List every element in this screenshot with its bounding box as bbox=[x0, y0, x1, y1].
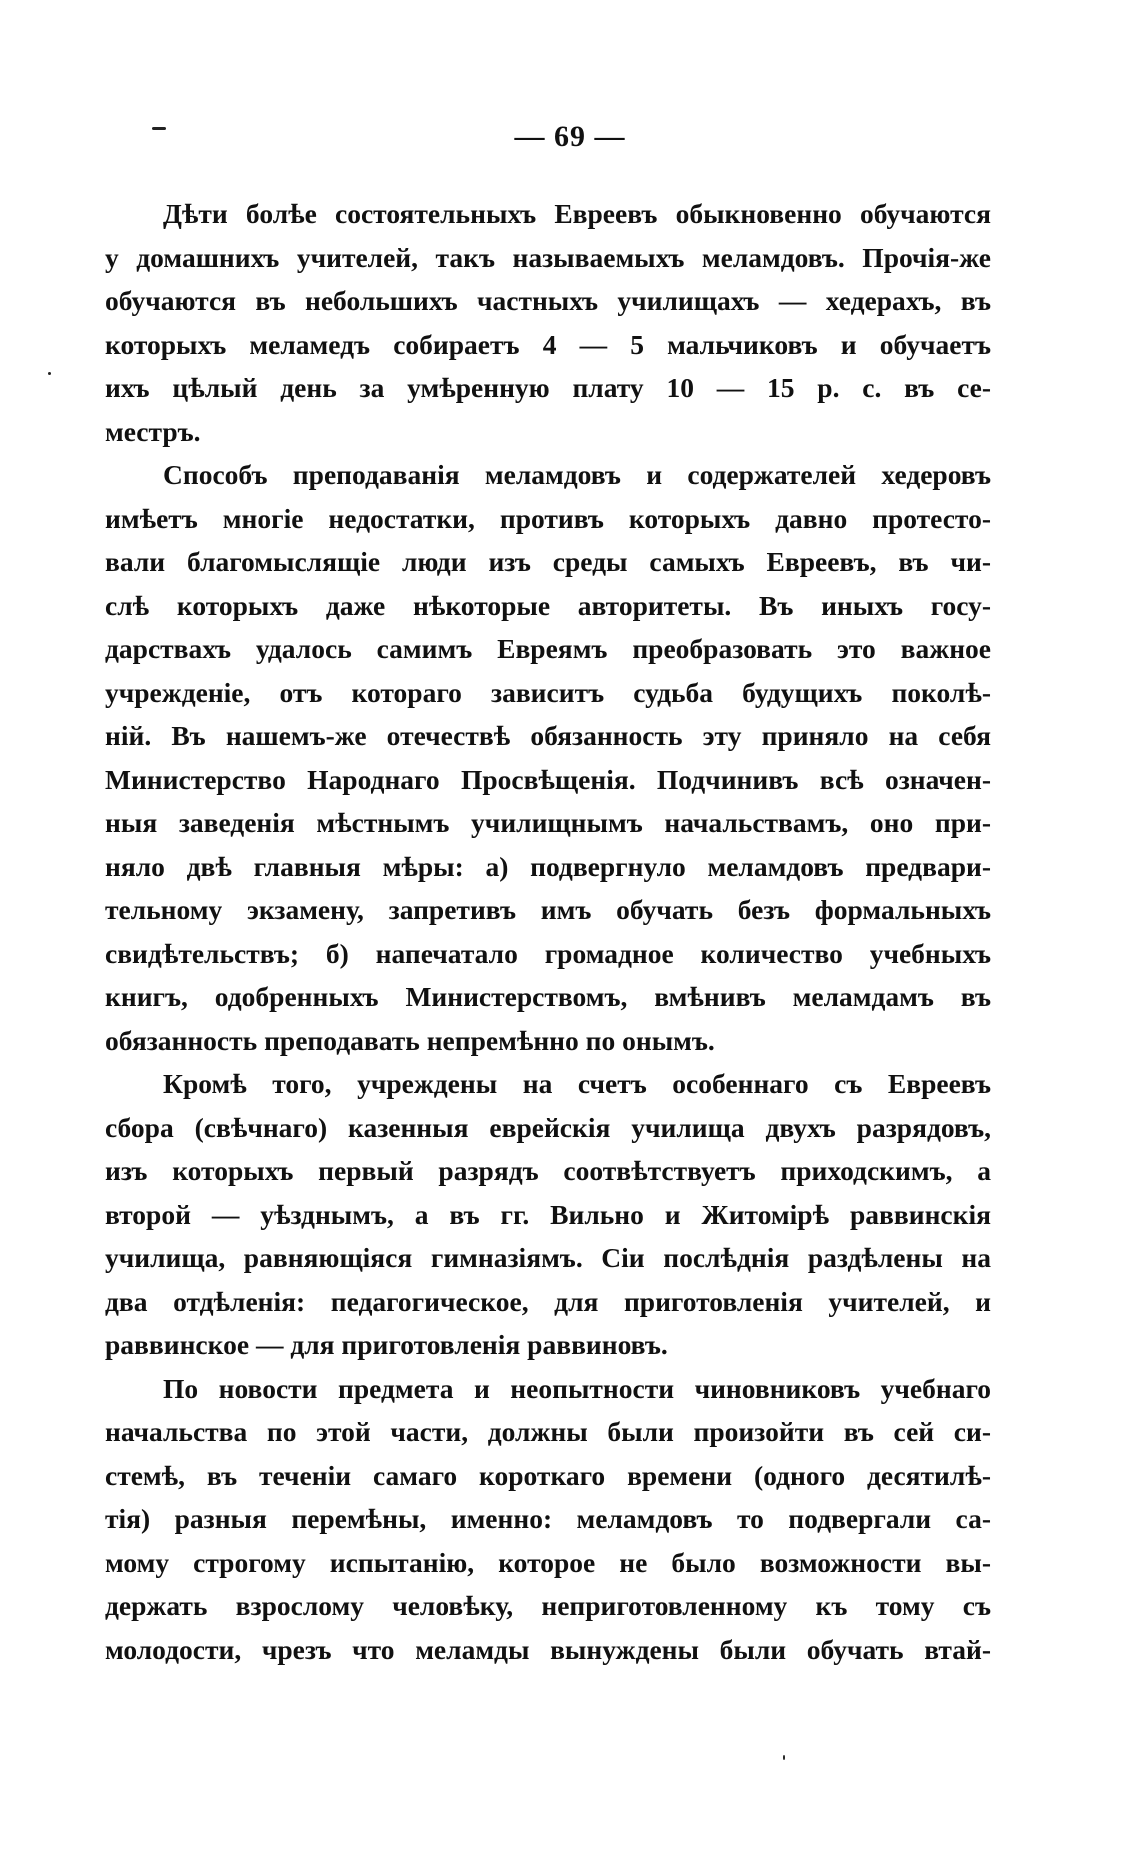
text-line: изъ которыхъ первый разрядъ соотвѣтствуетъ приходскимъ, а bbox=[105, 1155, 991, 1186]
text-line: няло двѣ главныя мѣры: а) подвергнуло меламдовъ предвари- bbox=[105, 850, 991, 882]
text-line: тія) разныя перемѣны, именно: меламдовъ то подвергали са- bbox=[105, 1503, 991, 1534]
scan-speck bbox=[152, 127, 166, 130]
paragraph bbox=[105, 1062, 991, 1367]
paragraph bbox=[105, 453, 991, 1062]
text-line: учрежденіе, отъ котораго зависитъ судьба будущихъ поколѣ- bbox=[105, 676, 991, 708]
text-line: которыхъ меламедъ собираетъ 4 — 5 мальчиковъ и обучаетъ bbox=[105, 328, 991, 360]
paragraph bbox=[105, 192, 991, 453]
text-line: По новости предмета и неопытности чиновниковъ учебнаго bbox=[163, 1372, 991, 1404]
text-line: свидѣтельствъ; б) напечатало громадное количество учебныхъ bbox=[105, 937, 991, 969]
text-line: обязанность преподавать непремѣнно по онымъ. bbox=[105, 1024, 715, 1056]
text-line: местръ. bbox=[105, 415, 201, 447]
text-line: Дѣти болѣе состоятельныхъ Евреевъ обыкновенно обучаются bbox=[163, 198, 991, 229]
text-line: ихъ цѣлый день за умѣренную плату 10 — 15 р. с. въ се- bbox=[105, 372, 991, 403]
text-line: раввинское — для приготовленія раввиновъ. bbox=[105, 1329, 668, 1360]
text-line: молодости, чрезъ что меламды вынуждены были обучать втай- bbox=[105, 1633, 991, 1665]
text-line: Кромѣ того, учреждены на счетъ особеннаго съ Евреевъ bbox=[163, 1068, 991, 1099]
text-line: обучаются въ небольшихъ частныхъ училищахъ — хедерахъ, въ bbox=[105, 285, 991, 316]
text-line: держать взрослому человѣку, неприготовленному къ тому съ bbox=[105, 1590, 991, 1621]
text-line: вали благомыслящіе люди изъ среды самыхъ Евреевъ, въ чи- bbox=[105, 546, 991, 577]
text-line: училища, равняющіяся гимназіямъ. Сіи послѣднія раздѣлены на bbox=[105, 1242, 991, 1273]
text-line: мому строгому испытанію, которое не было возможности вы- bbox=[105, 1546, 991, 1578]
text-line: книгъ, одобренныхъ Министерствомъ, вмѣнивъ меламдамъ въ bbox=[105, 981, 991, 1012]
text-line: у домашнихъ учителей, такъ называемыхъ меламдовъ. Прочія-же bbox=[105, 241, 991, 273]
body-text bbox=[105, 192, 991, 1671]
paragraph bbox=[105, 1367, 991, 1672]
text-line: слѣ которыхъ даже нѣкоторые авторитеты. Въ иныхъ госу- bbox=[105, 589, 991, 621]
text-line: второй — уѣзднымъ, а въ гг. Вильно и Житомірѣ раввинскія bbox=[105, 1198, 991, 1230]
text-line: Способъ преподаванія меламдовъ и содержателей хедеровъ bbox=[163, 459, 991, 490]
text-line: дарствахъ удалось самимъ Евреямъ преобразовать это важное bbox=[105, 633, 991, 664]
text-line: ныя заведенія мѣстнымъ училищнымъ начальствамъ, оно при- bbox=[105, 807, 991, 838]
text-line: тельному экзамену, запретивъ имъ обучать безъ формальныхъ bbox=[105, 894, 991, 925]
text-line: два отдѣленія: педагогическое, для приготовленія учителей, и bbox=[105, 1285, 991, 1317]
text-line: имѣетъ многіе недостатки, противъ которыхъ давно протесто- bbox=[105, 502, 991, 534]
text-line: сбора (свѣчнаго) казенныя еврейскія училища двухъ разрядовъ, bbox=[105, 1111, 991, 1143]
text-line: стемѣ, въ теченіи самаго короткаго времени (одного десятилѣ- bbox=[105, 1459, 991, 1491]
page-number: — 69 — bbox=[514, 120, 626, 153]
text-line: ній. Въ нашемъ-же отечествѣ обязанность эту приняло на себя bbox=[105, 720, 991, 751]
scan-speck bbox=[48, 372, 51, 375]
text-line: начальства по этой части, должны были произойти въ сей си- bbox=[105, 1416, 991, 1447]
text-line: Министерство Народнаго Просвѣщенія. Подчинивъ всѣ означен- bbox=[105, 763, 991, 795]
scan-speck bbox=[783, 1755, 785, 1760]
